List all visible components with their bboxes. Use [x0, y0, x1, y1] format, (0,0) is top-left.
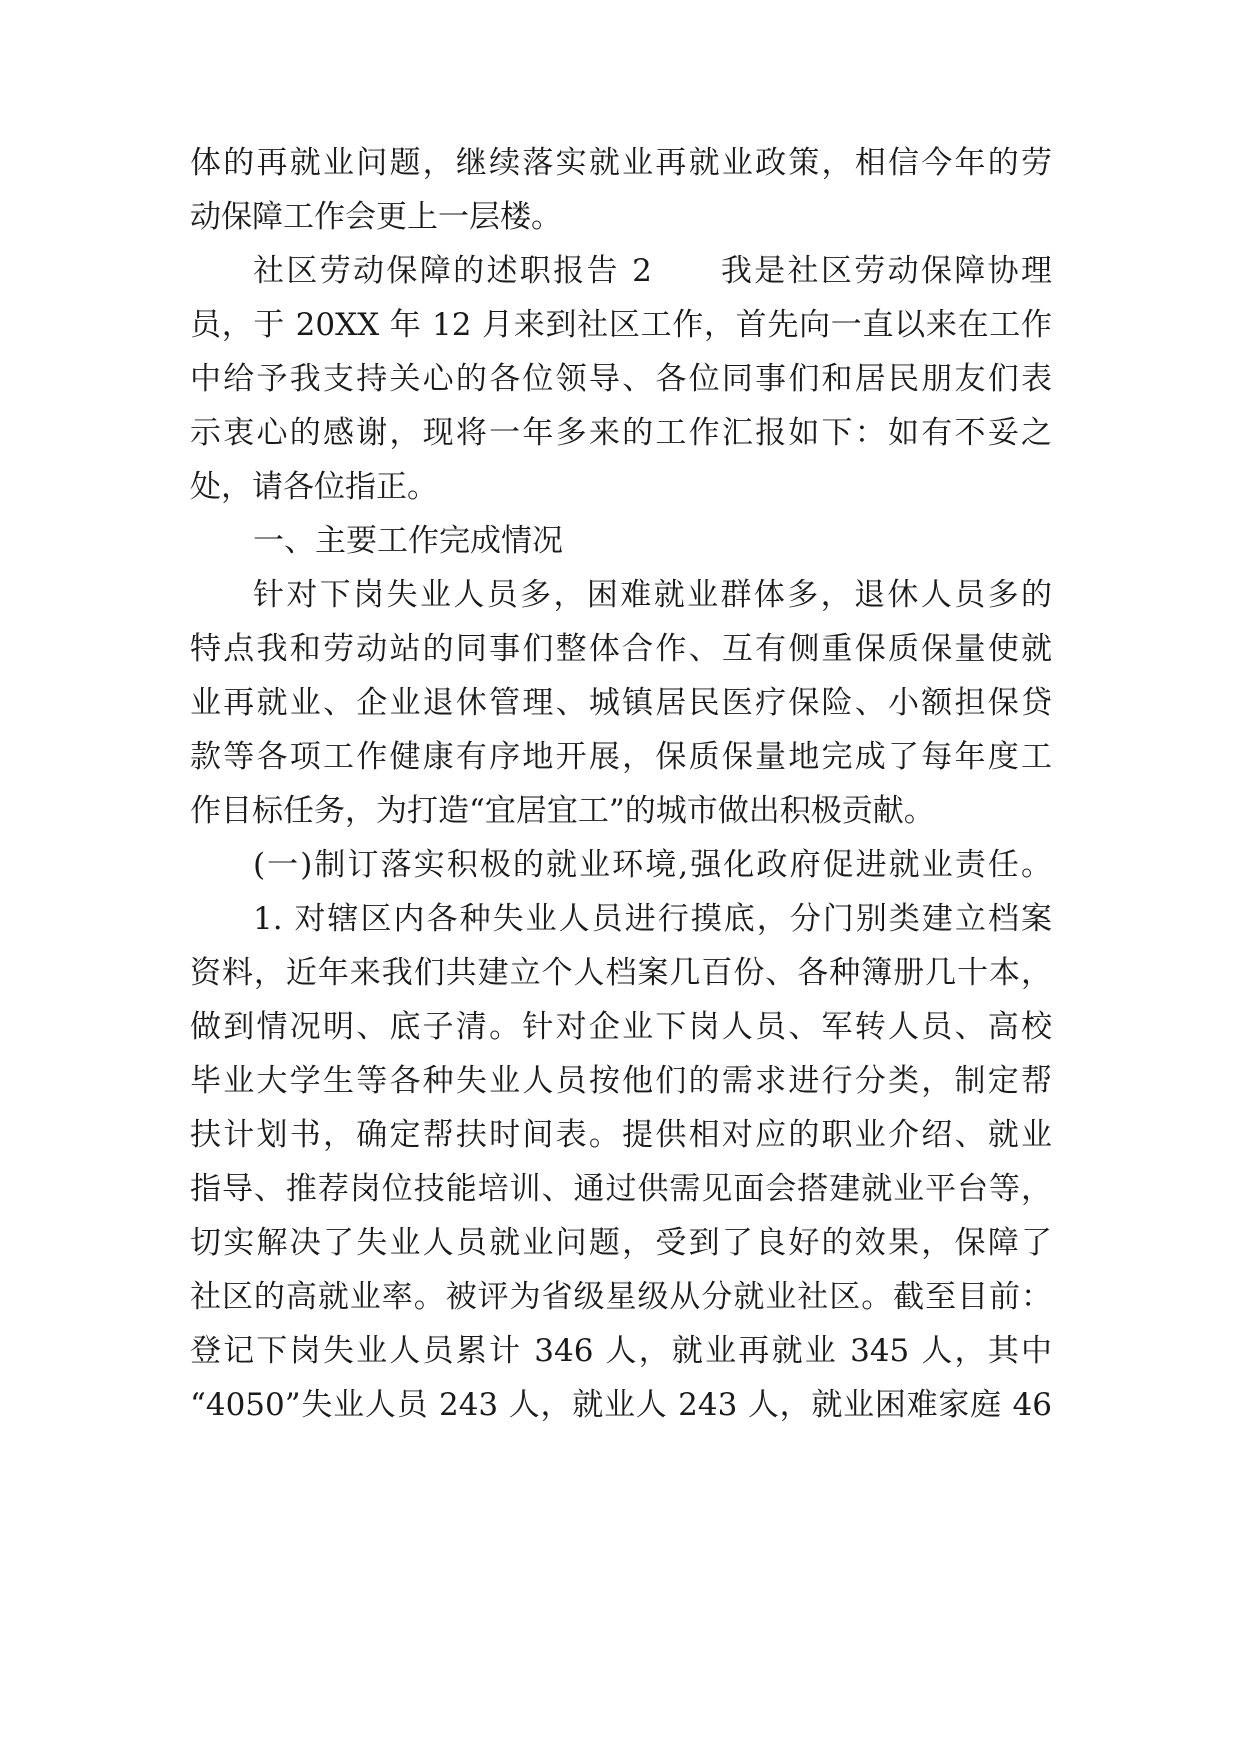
text-line: 做到情况明、底子清。针对企业下岗人员、军转人员、高校	[190, 1009, 1052, 1045]
text-line: “4050”失业人员 243 人，就业人 243 人，就业困难家庭 46	[190, 1387, 1052, 1423]
text-line: 特点我和劳动站的同事们整体合作、互有侧重保质保量使就	[190, 631, 1052, 667]
text-line: 切实解决了失业人员就业问题，受到了良好的效果，保障了	[190, 1225, 1052, 1261]
text-line: 扶计划书，确定帮扶时间表。提供相对应的职业介绍、就业	[190, 1117, 1052, 1153]
text-line: 资料，近年来我们共建立个人档案几百份、各种簿册几十本，	[190, 955, 1052, 991]
text-line: 登记下岗失业人员累计 346 人，就业再就业 345 人，其中	[190, 1333, 1052, 1369]
text-line: 动保障工作会更上一层楼。	[190, 199, 562, 235]
text-line: 体的再就业问题，继续落实就业再就业政策，相信今年的劳	[190, 145, 1052, 181]
text-line: 处，请各位指正。	[190, 469, 438, 505]
text-line: 中给予我支持关心的各位领导、各位同事们和居民朋友们表	[190, 361, 1052, 397]
text-line: 员，于 20XX 年 12 月来到社区工作，首先向一直以来在工作	[190, 307, 1052, 343]
text-line: 款等各项工作健康有序地开展，保质保量地完成了每年度工	[190, 739, 1052, 775]
text-line: 1. 对辖区内各种失业人员进行摸底，分门别类建立档案	[253, 901, 1052, 937]
text-line: 针对下岗失业人员多，困难就业群体多，退休人员多的	[253, 577, 1052, 613]
text-line: 社区劳动保障的述职报告 2 我是社区劳动保障协理	[253, 253, 1052, 289]
text-line: 社区的高就业率。被评为省级星级从分就业社区。截至目前：	[190, 1279, 1052, 1315]
text-line: 毕业大学生等各种失业人员按他们的需求进行分类，制定帮	[190, 1063, 1052, 1099]
text-line: 示衷心的感谢，现将一年多来的工作汇报如下：如有不妥之	[190, 415, 1052, 451]
text-line: 指导、推荐岗位技能培训、通过供需见面会搭建就业平台等，	[190, 1171, 1052, 1207]
text-line: 作目标任务，为打造“宜居宜工”的城市做出积极贡献。	[190, 793, 935, 829]
text-line: 业再就业、企业退休管理、城镇居民医疗保险、小额担保贷	[190, 685, 1052, 721]
subsection-heading: (一)制订落实积极的就业环境,强化政府促进就业责任。	[253, 847, 1052, 883]
section-heading: 一、主要工作完成情况	[253, 523, 563, 559]
